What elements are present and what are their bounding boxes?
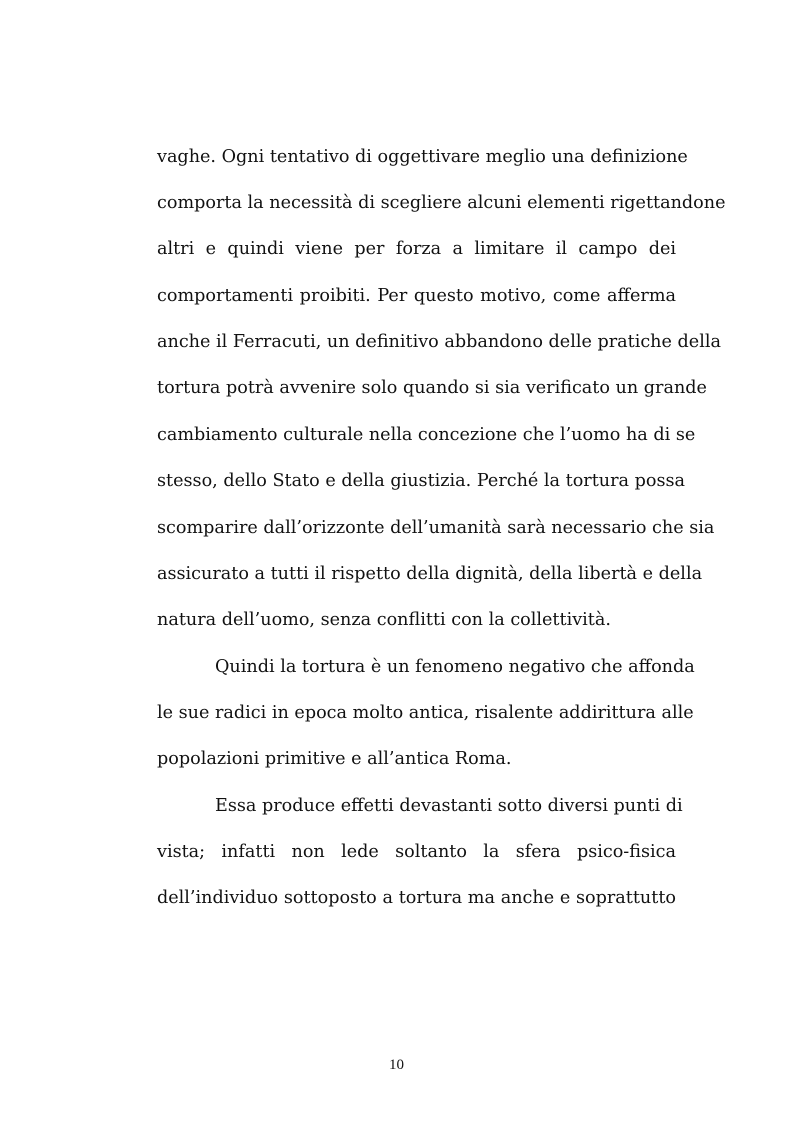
- text-line: natura dell’uomo, senza conflitti con la collettività.: [157, 610, 611, 630]
- text-line: cambiamento culturale nella concezione che l’uomo ha di se: [157, 425, 696, 445]
- text-line: assicurato a tutti il rispetto della dignità, della libertà e della: [157, 564, 703, 584]
- text-line: anche il Ferracuti, un definitivo abbandono delle pratiche della: [157, 332, 721, 352]
- page-number: 10: [389, 1057, 404, 1073]
- text-line: comporta la necessità di scegliere alcuni elementi rigettandone: [157, 193, 726, 213]
- text-line: Quindi la tortura è un fenomeno negativo che affonda: [215, 657, 695, 677]
- text-line: altri e quindi viene per forza a limitare il campo dei: [157, 239, 676, 259]
- text-line: tortura potrà avvenire solo quando si sia verificato un grande: [157, 378, 707, 398]
- text-line: stesso, dello Stato e della giustizia. Perché la tortura possa: [157, 471, 685, 491]
- text-line: scomparire dall’orizzonte dell’umanità sarà necessario che sia: [157, 518, 715, 538]
- text-line: Essa produce effetti devastanti sotto diversi punti di: [215, 796, 683, 816]
- text-line: dell’individuo sottoposto a tortura ma anche e soprattutto: [157, 888, 676, 908]
- text-line: comportamenti proibiti. Per questo motivo, come afferma: [157, 286, 676, 306]
- text-line: vista; infatti non lede soltanto la sfera psico-fisica: [157, 842, 676, 862]
- text-line: popolazioni primitive e all’antica Roma.: [157, 749, 512, 769]
- text-line: le sue radici in epoca molto antica, risalente addirittura alle: [157, 703, 694, 723]
- text-line: vaghe. Ogni tentativo di oggettivare meglio una definizione: [157, 147, 688, 167]
